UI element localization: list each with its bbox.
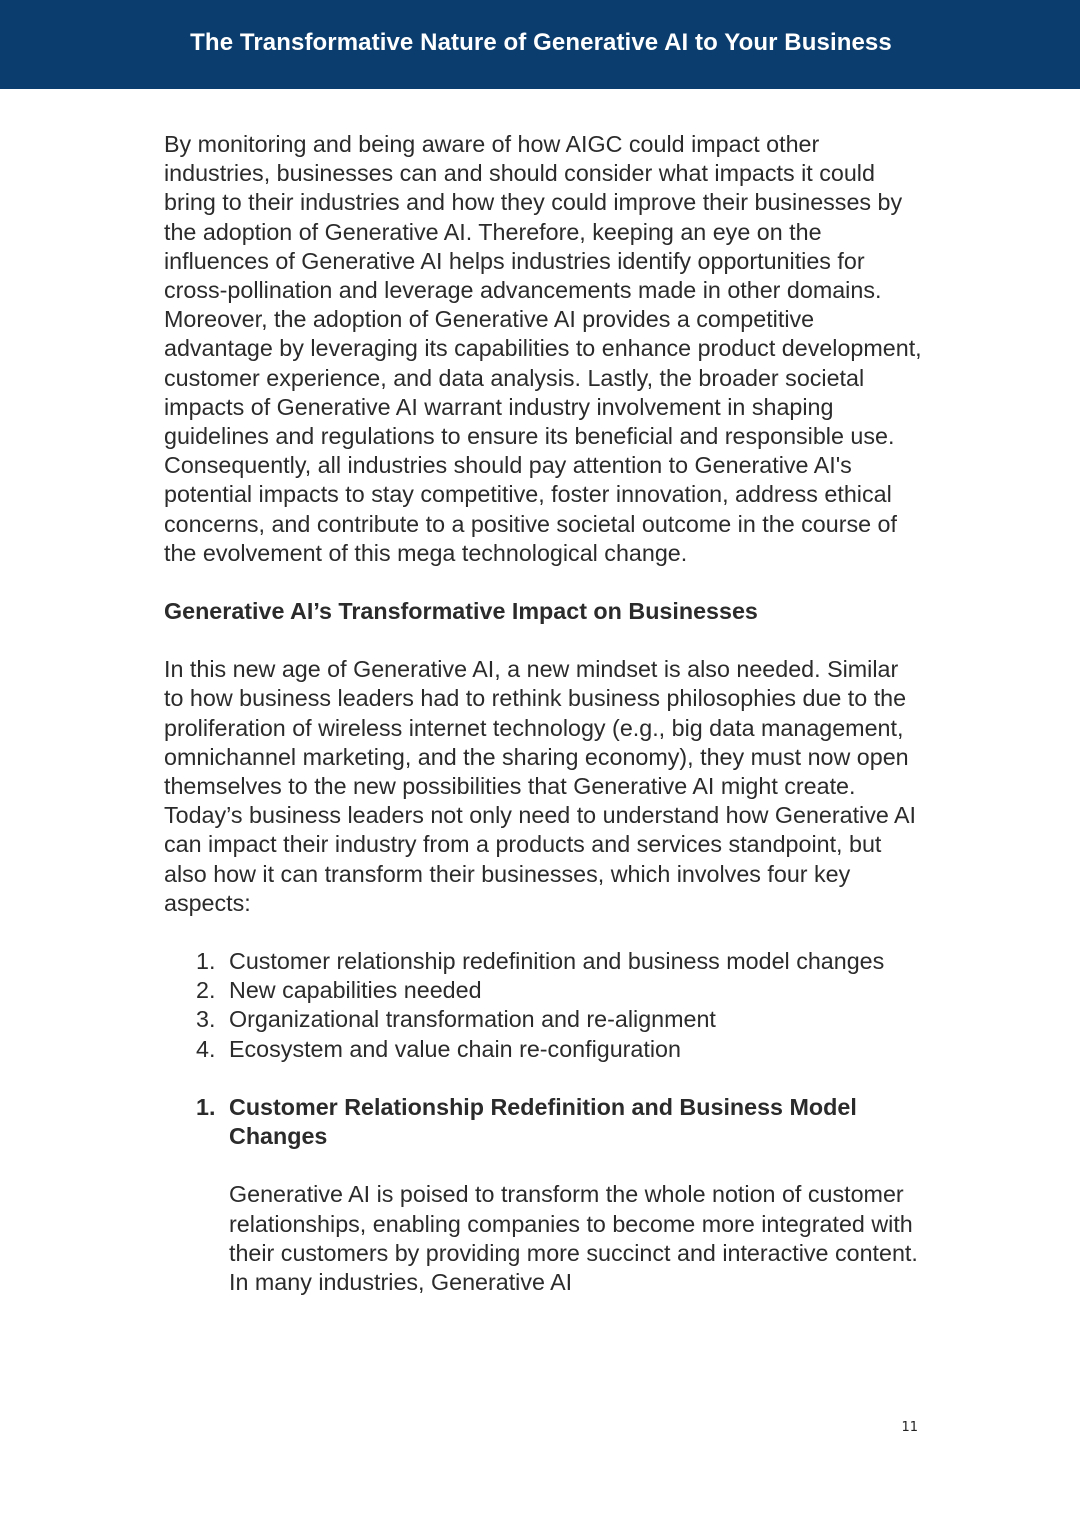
list-item-text: Ecosystem and value chain re-configuration	[229, 1035, 681, 1062]
page-header	[0, 0, 1080, 89]
list-item-number: 2.	[196, 977, 216, 1004]
list-item-number: 4.	[196, 1035, 216, 1062]
page-number: 11	[901, 1420, 918, 1435]
intro-paragraph: By monitoring and being aware of how AIGC could impact other industries, businesses can and should consider what impacts it could bring to their industries and how they could improve their businesses by the adoption of Generative AI. Therefore, keeping an eye on the influences of Generative AI helps industries identify opportunities for cross-pollination and leverage advancements made in other domains. Moreover, the adoption of Generative AI provides a competitive advantage by leveraging its capabilities to enhance product development, customer experience, and data analysis. Lastly, the broader societal impacts of Generative AI warrant industry involvement in shaping guidelines and regulations to ensure its beneficial and responsible use. Consequently, all industries should pay attention to Generative AI's potential impacts to stay competitive, foster innovation, address ethical concerns, and contribute to a positive societal outcome in the course of the evolvement of this mega technological change.	[164, 131, 922, 566]
list-item-number: 3.	[196, 1006, 216, 1033]
section-heading: Generative AI’s Transformative Impact on Businesses	[164, 598, 758, 625]
list-item	[196, 1035, 924, 1064]
list-item-number: 1.	[196, 948, 216, 975]
list-item	[196, 976, 924, 1005]
subsection-heading	[164, 1093, 924, 1151]
page-content	[164, 130, 924, 1297]
list-item	[196, 947, 924, 976]
list-item-text: Customer relationship redefinition and business model changes	[229, 948, 885, 975]
list-item-text: Organizational transformation and re-alignment	[229, 1006, 716, 1033]
mindset-paragraph: In this new age of Generative AI, a new mindset is also needed. Similar to how business leaders had to rethink business philosophies due to the proliferation of wireless internet technology (e.g., big data management, omnichannel marketing, and the sharing economy), they must now open themselves to the new possibilities that Generative AI might create. Today’s business leaders not only need to understand how Generative AI can impact their industry from a products and services standpoint, but also how it can transform their businesses, which involves four key aspects:	[164, 656, 917, 916]
list-item	[196, 1005, 924, 1034]
header-title: The Transformative Nature of Generative AI to Your Business	[190, 28, 892, 56]
subsection-number: 1.	[196, 1093, 216, 1120]
key-aspects-list	[164, 947, 924, 1064]
subsection-heading-text: Customer Relationship Redefinition and Business Model Changes	[229, 1093, 857, 1150]
subsection-paragraph: Generative AI is poised to transform the whole notion of customer relationships, enabling companies to become more integrated with their customers by providing more succinct and interactive content. In many industries, Generative AI	[229, 1181, 918, 1295]
list-item-text: New capabilities needed	[229, 977, 482, 1004]
